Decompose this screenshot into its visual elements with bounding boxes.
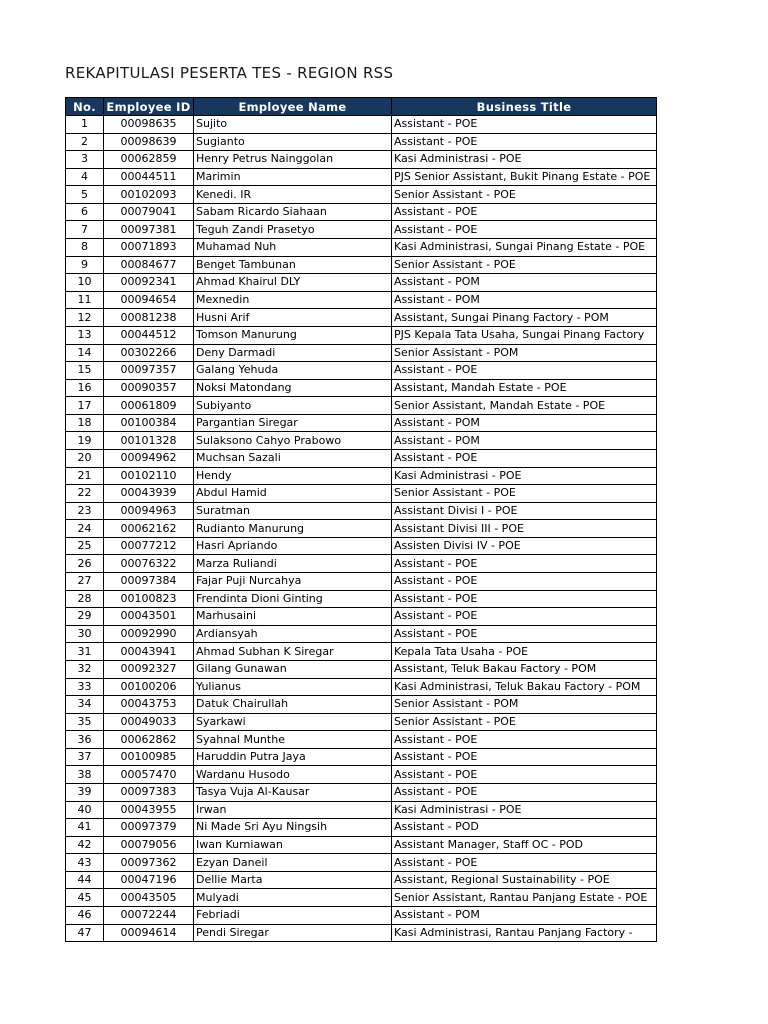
- column-header-business-title: Business Title: [392, 98, 657, 116]
- employee-name-cell: Hendy: [194, 467, 392, 485]
- employee-id-cell: 00092990: [104, 625, 194, 643]
- table-row: [66, 326, 657, 344]
- employee-id-cell: 00044512: [104, 326, 194, 344]
- employee-name-cell: Dellie Marta: [194, 871, 392, 889]
- employee-name-cell: Fajar Puji Nurcahya: [194, 573, 392, 591]
- table-row: [66, 256, 657, 274]
- row-number-cell: 27: [66, 573, 104, 591]
- employee-name-cell: Benget Tambunan: [194, 256, 392, 274]
- row-number-cell: 26: [66, 555, 104, 573]
- business-title-cell: Assistant, Sungai Pinang Factory - POM: [392, 309, 657, 327]
- employee-name-cell: Deny Darmadi: [194, 344, 392, 362]
- business-title-cell: Kasi Administrasi, Teluk Bakau Factory - POM: [392, 678, 657, 696]
- employee-id-cell: 00094614: [104, 924, 194, 942]
- business-title-cell: Senior Assistant - POE: [392, 713, 657, 731]
- employee-id-cell: 00079056: [104, 836, 194, 854]
- row-number-cell: 13: [66, 326, 104, 344]
- employee-id-cell: 00076322: [104, 555, 194, 573]
- employee-name-cell: Sugianto: [194, 133, 392, 151]
- business-title-cell: Senior Assistant - POM: [392, 344, 657, 362]
- table-row: [66, 151, 657, 169]
- employee-id-cell: 00094963: [104, 502, 194, 520]
- row-number-cell: 39: [66, 783, 104, 801]
- table-row: [66, 836, 657, 854]
- employee-name-cell: Abdul Hamid: [194, 485, 392, 503]
- employee-id-cell: 00049033: [104, 713, 194, 731]
- employee-id-cell: 00100823: [104, 590, 194, 608]
- table-row: [66, 555, 657, 573]
- employee-id-cell: 00094654: [104, 291, 194, 309]
- employee-id-cell: 00097381: [104, 221, 194, 239]
- employee-name-cell: Syarkawi: [194, 713, 392, 731]
- employee-id-cell: 00102110: [104, 467, 194, 485]
- row-number-cell: 34: [66, 696, 104, 714]
- business-title-cell: Senior Assistant - POE: [392, 186, 657, 204]
- employee-id-cell: 00100985: [104, 748, 194, 766]
- business-title-cell: Assistant - POM: [392, 291, 657, 309]
- employee-name-cell: Pendi Siregar: [194, 924, 392, 942]
- column-header-employee-id: Employee ID: [104, 98, 194, 116]
- row-number-cell: 29: [66, 608, 104, 626]
- row-number-cell: 20: [66, 449, 104, 467]
- row-number-cell: 22: [66, 485, 104, 503]
- employee-name-cell: Frendinta Dioni Ginting: [194, 590, 392, 608]
- employee-id-cell: 00062162: [104, 520, 194, 538]
- business-title-cell: Assistant, Teluk Bakau Factory - POM: [392, 660, 657, 678]
- row-number-cell: 45: [66, 889, 104, 907]
- business-title-cell: Assistant - POM: [392, 907, 657, 925]
- business-title-cell: Assistant - POE: [392, 608, 657, 626]
- employee-id-cell: 00077212: [104, 537, 194, 555]
- employee-name-cell: Marza Ruliandi: [194, 555, 392, 573]
- table-row: [66, 854, 657, 872]
- employee-name-cell: Iwan Kurniawan: [194, 836, 392, 854]
- participant-table: [65, 97, 657, 942]
- employee-name-cell: Marhusaini: [194, 608, 392, 626]
- employee-id-cell: 00097384: [104, 573, 194, 591]
- employee-name-cell: Ahmad Khairul DLY: [194, 274, 392, 292]
- employee-name-cell: Henry Petrus Nainggolan: [194, 151, 392, 169]
- employee-id-cell: 00097379: [104, 819, 194, 837]
- row-number-cell: 35: [66, 713, 104, 731]
- employee-id-cell: 00061809: [104, 397, 194, 415]
- business-title-cell: Assistant - POE: [392, 133, 657, 151]
- document-title: REKAPITULASI PESERTA TES - REGION RSS: [65, 64, 394, 82]
- row-number-cell: 4: [66, 168, 104, 186]
- table-row: [66, 889, 657, 907]
- employee-name-cell: Kenedi. IR: [194, 186, 392, 204]
- row-number-cell: 2: [66, 133, 104, 151]
- row-number-cell: 46: [66, 907, 104, 925]
- employee-name-cell: Teguh Zandi Prasetyo: [194, 221, 392, 239]
- row-number-cell: 30: [66, 625, 104, 643]
- table-row: [66, 696, 657, 714]
- business-title-cell: Assistant - POM: [392, 414, 657, 432]
- business-title-cell: Assistant - POE: [392, 221, 657, 239]
- employee-name-cell: Husni Arif: [194, 309, 392, 327]
- employee-name-cell: Muhamad Nuh: [194, 239, 392, 257]
- employee-id-cell: 00043955: [104, 801, 194, 819]
- business-title-cell: Assistant - POM: [392, 432, 657, 450]
- row-number-cell: 25: [66, 537, 104, 555]
- business-title-cell: Senior Assistant - POE: [392, 256, 657, 274]
- row-number-cell: 5: [66, 186, 104, 204]
- business-title-cell: Senior Assistant - POM: [392, 696, 657, 714]
- business-title-cell: Assistant Divisi III - POE: [392, 520, 657, 538]
- employee-name-cell: Muchsan Sazali: [194, 449, 392, 467]
- business-title-cell: Assistant - POD: [392, 819, 657, 837]
- table-row: [66, 467, 657, 485]
- table-row: [66, 731, 657, 749]
- employee-id-cell: 00101328: [104, 432, 194, 450]
- employee-name-cell: Ni Made Sri Ayu Ningsih: [194, 819, 392, 837]
- business-title-cell: Assistant Divisi I - POE: [392, 502, 657, 520]
- business-title-cell: Kasi Administrasi, Rantau Panjang Factory -: [392, 924, 657, 942]
- employee-id-cell: 00071893: [104, 239, 194, 257]
- table-row: [66, 819, 657, 837]
- row-number-cell: 15: [66, 362, 104, 380]
- business-title-cell: Assistant Manager, Staff OC - POD: [392, 836, 657, 854]
- table-row: [66, 203, 657, 221]
- employee-name-cell: Suratman: [194, 502, 392, 520]
- business-title-cell: Kepala Tata Usaha - POE: [392, 643, 657, 661]
- employee-id-cell: 00097362: [104, 854, 194, 872]
- employee-name-cell: Sujito: [194, 116, 392, 134]
- row-number-cell: 8: [66, 239, 104, 257]
- column-header-employee-name: Employee Name: [194, 98, 392, 116]
- business-title-cell: Assistant - POE: [392, 748, 657, 766]
- table-row: [66, 502, 657, 520]
- employee-id-cell: 00043505: [104, 889, 194, 907]
- row-number-cell: 21: [66, 467, 104, 485]
- employee-id-cell: 00092327: [104, 660, 194, 678]
- employee-name-cell: Hasri Apriando: [194, 537, 392, 555]
- table-row: [66, 590, 657, 608]
- table-row: [66, 713, 657, 731]
- business-title-cell: Assistant - POE: [392, 116, 657, 134]
- table-row: [66, 783, 657, 801]
- business-title-cell: Assistant - POE: [392, 555, 657, 573]
- row-number-cell: 12: [66, 309, 104, 327]
- employee-name-cell: Sulaksono Cahyo Prabowo: [194, 432, 392, 450]
- table-row: [66, 573, 657, 591]
- row-number-cell: 3: [66, 151, 104, 169]
- employee-name-cell: Ezyan Daneil: [194, 854, 392, 872]
- employee-name-cell: Galang Yehuda: [194, 362, 392, 380]
- business-title-cell: Assistant - POE: [392, 203, 657, 221]
- business-title-cell: Kasi Administrasi, Sungai Pinang Estate - POE: [392, 239, 657, 257]
- row-number-cell: 17: [66, 397, 104, 415]
- employee-id-cell: 00098635: [104, 116, 194, 134]
- table-row: [66, 362, 657, 380]
- row-number-cell: 11: [66, 291, 104, 309]
- business-title-cell: PJS Kepala Tata Usaha, Sungai Pinang Factory: [392, 326, 657, 344]
- table-row: [66, 924, 657, 942]
- employee-id-cell: 00098639: [104, 133, 194, 151]
- row-number-cell: 42: [66, 836, 104, 854]
- employee-id-cell: 00079041: [104, 203, 194, 221]
- business-title-cell: Senior Assistant - POE: [392, 485, 657, 503]
- employee-id-cell: 00062862: [104, 731, 194, 749]
- row-number-cell: 37: [66, 748, 104, 766]
- employee-id-cell: 00097383: [104, 783, 194, 801]
- employee-name-cell: Yulianus: [194, 678, 392, 696]
- employee-id-cell: 00057470: [104, 766, 194, 784]
- row-number-cell: 19: [66, 432, 104, 450]
- table-row: [66, 907, 657, 925]
- employee-id-cell: 00102093: [104, 186, 194, 204]
- employee-id-cell: 00097357: [104, 362, 194, 380]
- employee-id-cell: 00084677: [104, 256, 194, 274]
- table-row: [66, 660, 657, 678]
- employee-name-cell: Datuk Chairullah: [194, 696, 392, 714]
- business-title-cell: Assistant - POE: [392, 625, 657, 643]
- table-row: [66, 414, 657, 432]
- row-number-cell: 10: [66, 274, 104, 292]
- business-title-cell: Assisten Divisi IV - POE: [392, 537, 657, 555]
- row-number-cell: 43: [66, 854, 104, 872]
- row-number-cell: 1: [66, 116, 104, 134]
- table-row: [66, 608, 657, 626]
- business-title-cell: Assistant - POM: [392, 274, 657, 292]
- table-row: [66, 643, 657, 661]
- table-row: [66, 397, 657, 415]
- employee-id-cell: 00100384: [104, 414, 194, 432]
- employee-name-cell: Syahnal Munthe: [194, 731, 392, 749]
- employee-id-cell: 00072244: [104, 907, 194, 925]
- employee-name-cell: Ahmad Subhan K Siregar: [194, 643, 392, 661]
- row-number-cell: 47: [66, 924, 104, 942]
- table-row: [66, 274, 657, 292]
- employee-name-cell: Rudianto Manurung: [194, 520, 392, 538]
- row-number-cell: 23: [66, 502, 104, 520]
- row-number-cell: 9: [66, 256, 104, 274]
- row-number-cell: 7: [66, 221, 104, 239]
- table-row: [66, 801, 657, 819]
- table-row: [66, 766, 657, 784]
- business-title-cell: Senior Assistant, Rantau Panjang Estate - POE: [392, 889, 657, 907]
- employee-id-cell: 00047196: [104, 871, 194, 889]
- table-row: [66, 449, 657, 467]
- table-row: [66, 871, 657, 889]
- employee-name-cell: Noksi Matondang: [194, 379, 392, 397]
- table-row: [66, 748, 657, 766]
- employee-id-cell: 00092341: [104, 274, 194, 292]
- row-number-cell: 32: [66, 660, 104, 678]
- business-title-cell: Assistant - POE: [392, 573, 657, 591]
- row-number-cell: 40: [66, 801, 104, 819]
- business-title-cell: Assistant, Mandah Estate - POE: [392, 379, 657, 397]
- table-row: [66, 221, 657, 239]
- table-row: [66, 537, 657, 555]
- row-number-cell: 14: [66, 344, 104, 362]
- employee-name-cell: Sabam Ricardo Siahaan: [194, 203, 392, 221]
- employee-name-cell: Subiyanto: [194, 397, 392, 415]
- business-title-cell: Assistant - POE: [392, 449, 657, 467]
- row-number-cell: 36: [66, 731, 104, 749]
- row-number-cell: 6: [66, 203, 104, 221]
- table-row: [66, 678, 657, 696]
- employee-name-cell: Pargantian Siregar: [194, 414, 392, 432]
- business-title-cell: Assistant - POE: [392, 854, 657, 872]
- business-title-cell: Kasi Administrasi - POE: [392, 801, 657, 819]
- table-header-row: [66, 98, 657, 116]
- employee-name-cell: Gilang Gunawan: [194, 660, 392, 678]
- business-title-cell: Kasi Administrasi - POE: [392, 467, 657, 485]
- table-row: [66, 133, 657, 151]
- business-title-cell: Assistant - POE: [392, 362, 657, 380]
- employee-name-cell: Tasya Vuja Al-Kausar: [194, 783, 392, 801]
- employee-id-cell: 00043939: [104, 485, 194, 503]
- employee-id-cell: 00043501: [104, 608, 194, 626]
- business-title-cell: Assistant, Regional Sustainability - POE: [392, 871, 657, 889]
- employee-name-cell: Marimin: [194, 168, 392, 186]
- table-row: [66, 309, 657, 327]
- table-row: [66, 168, 657, 186]
- business-title-cell: Assistant - POE: [392, 731, 657, 749]
- row-number-cell: 31: [66, 643, 104, 661]
- business-title-cell: Assistant - POE: [392, 766, 657, 784]
- employee-name-cell: Mexnedin: [194, 291, 392, 309]
- table-row: [66, 239, 657, 257]
- business-title-cell: Assistant - POE: [392, 590, 657, 608]
- employee-id-cell: 00302266: [104, 344, 194, 362]
- table-row: [66, 520, 657, 538]
- business-title-cell: Kasi Administrasi - POE: [392, 151, 657, 169]
- employee-id-cell: 00094962: [104, 449, 194, 467]
- employee-id-cell: 00062859: [104, 151, 194, 169]
- business-title-cell: Assistant - POE: [392, 783, 657, 801]
- table-row: [66, 485, 657, 503]
- employee-name-cell: Febriadi: [194, 907, 392, 925]
- employee-name-cell: Tomson Manurung: [194, 326, 392, 344]
- table-row: [66, 186, 657, 204]
- business-title-cell: PJS Senior Assistant, Bukit Pinang Estate - POE: [392, 168, 657, 186]
- table-row: [66, 379, 657, 397]
- row-number-cell: 28: [66, 590, 104, 608]
- column-header-no: No.: [66, 98, 104, 116]
- row-number-cell: 41: [66, 819, 104, 837]
- table-row: [66, 116, 657, 134]
- employee-id-cell: 00090357: [104, 379, 194, 397]
- employee-name-cell: Haruddin Putra Jaya: [194, 748, 392, 766]
- table-row: [66, 344, 657, 362]
- employee-id-cell: 00043941: [104, 643, 194, 661]
- employee-name-cell: Mulyadi: [194, 889, 392, 907]
- employee-id-cell: 00081238: [104, 309, 194, 327]
- row-number-cell: 18: [66, 414, 104, 432]
- table-row: [66, 291, 657, 309]
- row-number-cell: 24: [66, 520, 104, 538]
- employee-name-cell: Wardanu Husodo: [194, 766, 392, 784]
- employee-id-cell: 00044511: [104, 168, 194, 186]
- employee-name-cell: Irwan: [194, 801, 392, 819]
- employee-id-cell: 00043753: [104, 696, 194, 714]
- employee-id-cell: 00100206: [104, 678, 194, 696]
- business-title-cell: Senior Assistant, Mandah Estate - POE: [392, 397, 657, 415]
- employee-name-cell: Ardiansyah: [194, 625, 392, 643]
- table-body: [66, 116, 657, 942]
- table-row: [66, 432, 657, 450]
- row-number-cell: 16: [66, 379, 104, 397]
- row-number-cell: 33: [66, 678, 104, 696]
- row-number-cell: 38: [66, 766, 104, 784]
- row-number-cell: 44: [66, 871, 104, 889]
- table-row: [66, 625, 657, 643]
